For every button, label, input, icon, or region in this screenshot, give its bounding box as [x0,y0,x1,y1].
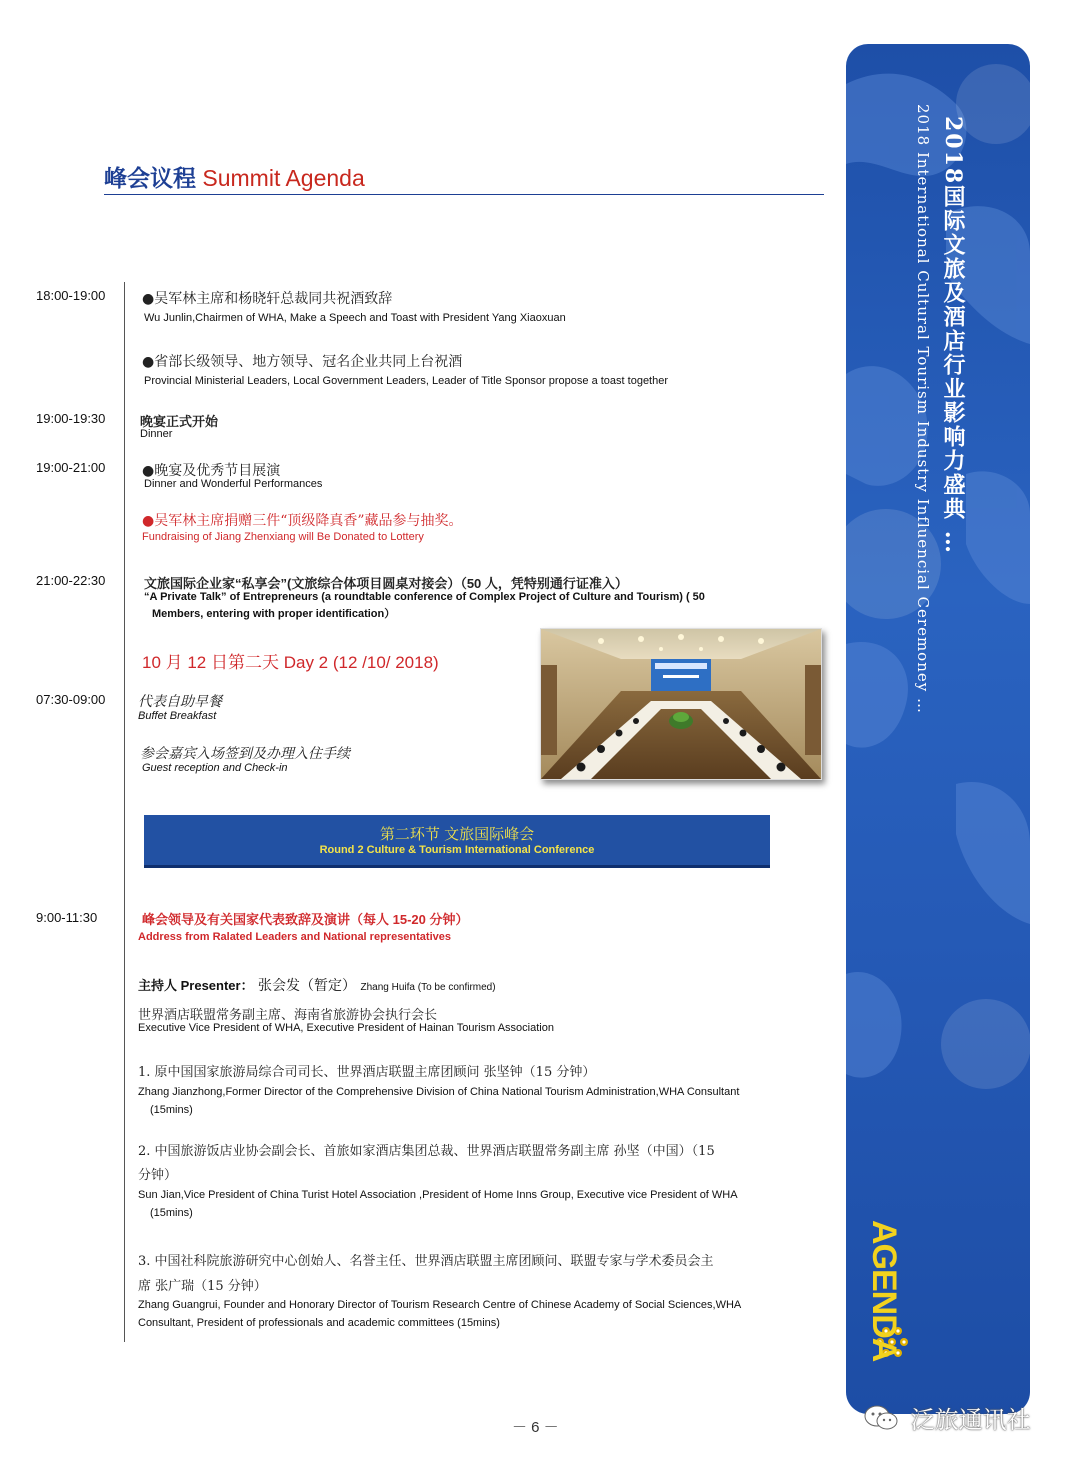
agenda-item-en: Dinner [140,428,173,440]
side-title-en: 2018 International Cultural Tourism Industry Influencial Ceremoney … [914,104,932,714]
speaker-en: Zhang Jianzhong,Former Director of the Comprehensive Division of China National Tourism Administration,WHA Consultant [138,1086,740,1098]
presenter-line [138,975,496,995]
speaker-en: Sun Jian,Vice President of China Turist Hotel Association ,President of Home Inns Group, Executive vice President of WHA [138,1189,738,1201]
speaker-cn: 1. 原中国国家旅游局综合司司长、世界酒店联盟主席团顾问 张坚钟（15 分钟） [138,1065,596,1080]
agenda-item-en: Members, entering with proper identification） [152,608,396,620]
page-title [104,160,365,193]
conference-title-en: Address from Ralated Leaders and National representatives [138,931,451,943]
round-banner-cn: 第二环节 文旅国际峰会 [379,826,535,843]
speaker-cn: 3. 中国社科院旅游研究中心创始人、名誉主任、世界酒店联盟主席团顾问、联盟专家与学术委员会主 [138,1254,714,1269]
agenda-item-en: Wu Junlin,Chairmen of WHA, Make a Speech and Toast with President Yang Xiaoxuan [144,312,566,324]
agenda-item-en: Dinner and Wonderful Performances [144,478,323,490]
speaker-cn: 分钟） [138,1168,178,1183]
time-label: 18:00-19:00 [36,288,106,303]
page-title-cn: 峰会议程 [104,165,196,191]
conference-title-cn: 峰会领导及有关国家代表致辞及演讲（每人 15-20 分钟） [142,912,469,927]
lottery-note-en: Fundraising of Jiang Zhenxiang will Be Donated to Lottery [142,531,424,543]
round-banner [144,815,770,868]
speaker-cn: 2. 中国旅游饭店业协会副会长、首旅如家酒店集团总裁、世界酒店联盟常务副主席 孙坚（中国）（15 [138,1144,715,1159]
agenda-item-cn: ●吴军林主席和杨晓轩总裁同共祝酒致辞 [142,291,393,307]
timeline-line [124,282,125,1342]
page-title-en: Summit Agenda [202,165,365,191]
agenda-item-cn: 参会嘉宾入场签到及办理入住手续 [140,746,350,762]
agenda-item-en: Guest reception and Check-in [142,762,288,774]
presenter-title-cn: 世界酒店联盟常务副主席、海南省旅游协会执行会长 [138,1008,438,1023]
round-banner-en: Round 2 Culture & Tourism International Conference [319,844,595,856]
presenter-name: 张会发（暂定） [258,978,357,994]
time-label: 19:00-21:00 [36,460,106,475]
conference-room-photo [540,628,822,780]
agenda-logo: AGENDA [865,1220,903,1362]
speaker-cn: 席 张广瑞（15 分钟） [138,1279,267,1294]
agenda-item-cn: 代表自助早餐 [138,694,222,710]
agenda-item-en: Buffet Breakfast [138,710,217,722]
time-label: 19:00-19:30 [36,411,106,426]
watermark [864,1400,1031,1438]
agenda-item-cn: ●省部长级领导、地方领导、冠名企业共同上台祝酒 [142,354,463,370]
agenda-item-cn: 晚宴正式开始 [140,414,219,429]
agenda-item-cn: 文旅国际企业家“私享会”(文旅综合体项目圆桌对接会）（50 人，凭特别通行证准入） [144,576,628,591]
presenter-name-en: Zhang Huifa (To be confirmed) [360,982,496,993]
speaker-en: (15mins) [150,1207,193,1219]
page-number: － 6 － [512,1419,559,1436]
lottery-note-cn: ●吴军林主席捐赠三件“顶级降真香”藏品参与抽奖。 [142,513,463,529]
presenter-title-en: Executive Vice President of WHA, Executive President of Hainan Tourism Association [138,1022,554,1034]
speaker-en: (15mins) [150,1104,193,1116]
side-title-cn: 2018国际文旅及酒店行业影响力盛典 … [940,116,966,555]
watermark-text: 泛旅通讯社 [910,1407,1031,1434]
time-label: 07:30-09:00 [36,692,106,707]
presenter-label: 主持人 Presenter： [138,978,254,993]
agenda-item-cn: ●晚宴及优秀节目展演 [142,463,281,479]
speaker-en: Zhang Guangrui, Founder and Honorary Director of Tourism Research Centre of Chinese Academy of Social Sciences,WHA [138,1299,742,1311]
agenda-item-en: “A Private Talk” of Entrepreneurs (a roundtable conference of Complex Project of Culture and Tourism) ( 50 [144,591,705,603]
time-label: 21:00-22:30 [36,573,106,588]
day2-heading: 10 月 12 日第二天 Day 2 (12 /10/ 2018) [142,653,439,672]
speaker-en: Consultant, President of professionals and academic committees (15mins) [138,1317,500,1329]
agenda-item-en: Provincial Ministerial Leaders, Local Government Leaders, Leader of Title Sponsor propose a toast together [144,375,669,387]
time-label: 9:00-11:30 [36,910,98,925]
wechat-icon [864,1405,898,1438]
header-divider [104,194,824,195]
